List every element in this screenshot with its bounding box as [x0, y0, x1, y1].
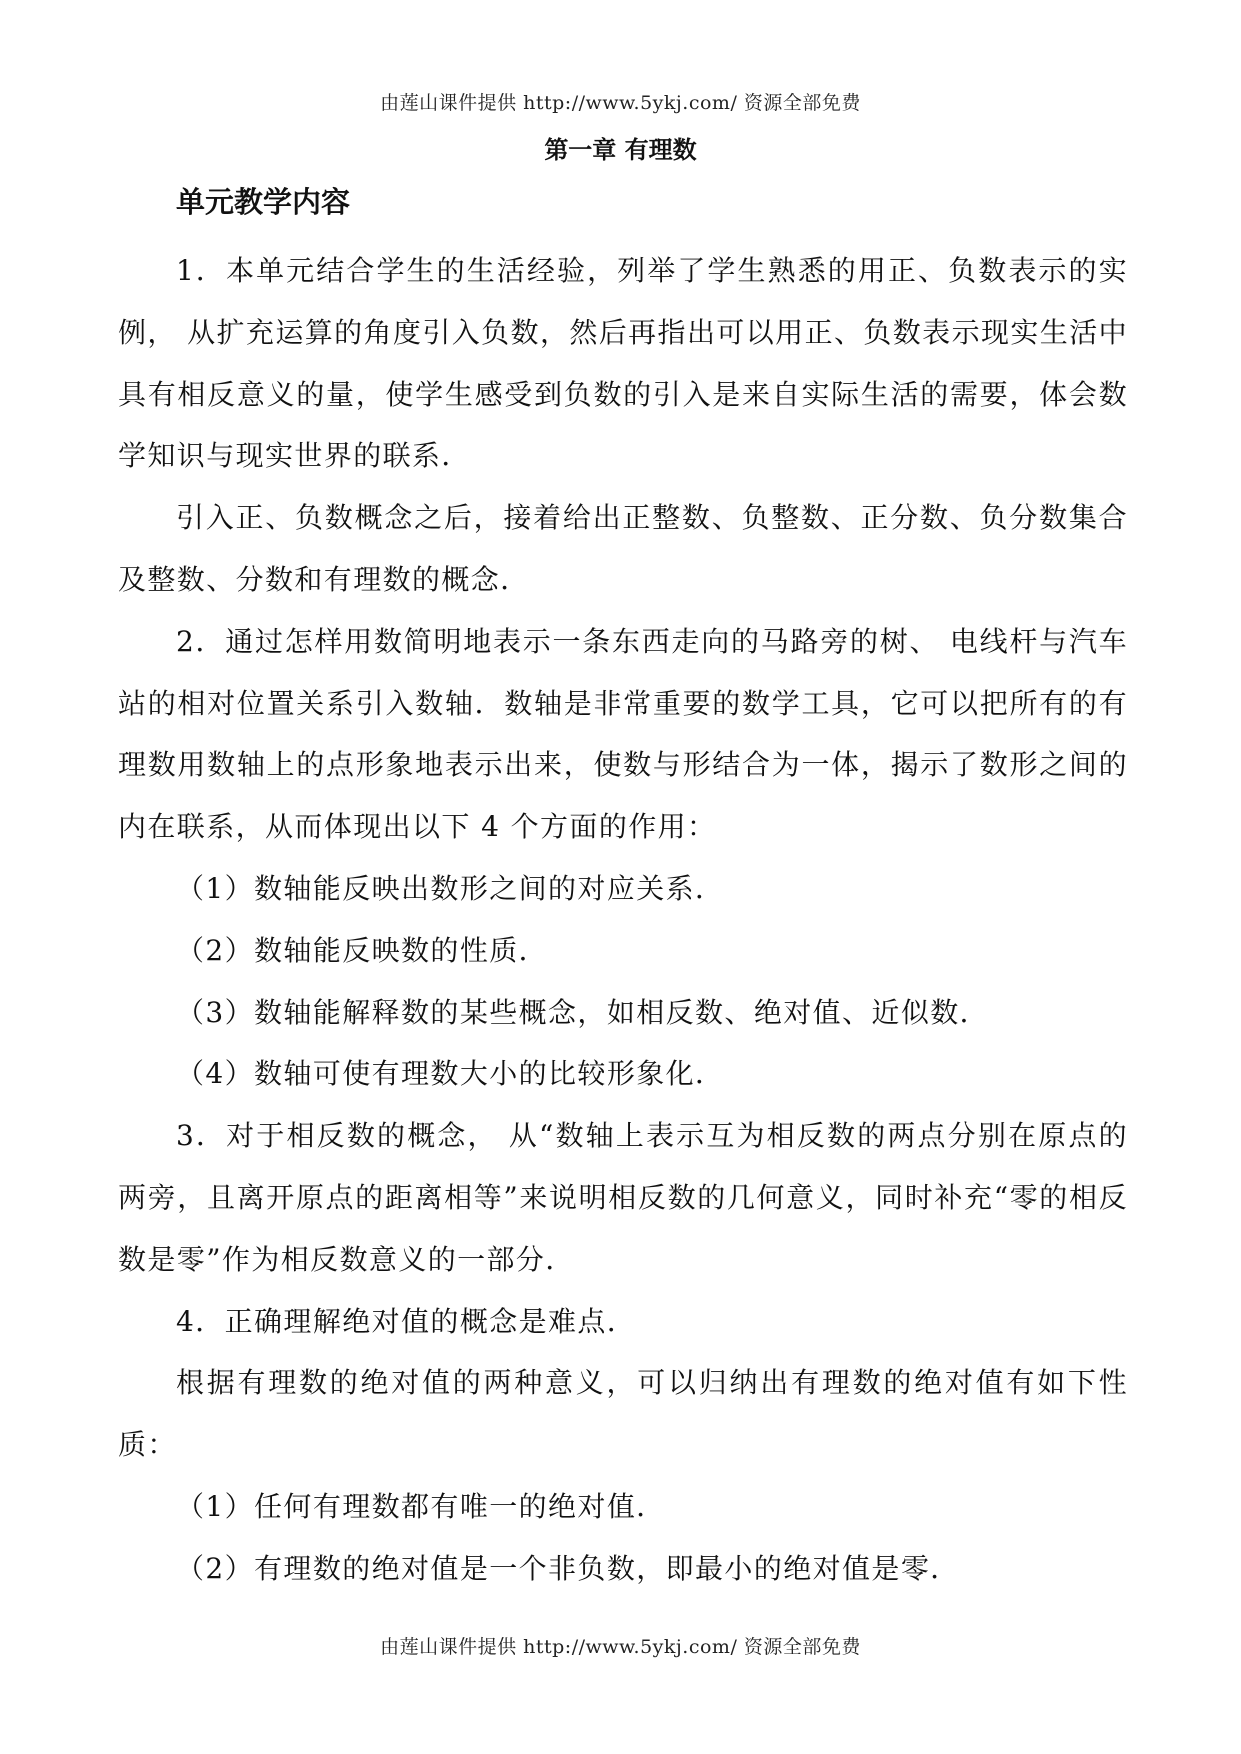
page-footer: 由莲山课件提供 http://www.5ykj.com/ 资源全部免费: [380, 1636, 861, 1658]
list-item: （3）数轴能解释数的某些概念，如相反数、绝对值、近似数．: [176, 995, 990, 1029]
list-item: （1）任何有理数都有唯一的绝对值．: [176, 1489, 666, 1523]
paragraph-6: 根据有理数的绝对值的两种意义，可以归纳出有理数的绝对值有如下性质：: [118, 1366, 1128, 1462]
list-item: （2）有理数的绝对值是一个非负数，即最小的绝对值是零．: [176, 1551, 960, 1585]
section-heading: 单元教学内容: [176, 185, 351, 219]
page-header: 由莲山课件提供 http://www.5ykj.com/ 资源全部免费: [380, 92, 861, 114]
chapter-title: 第一章 有理数: [544, 136, 697, 164]
paragraph-5: 4．正确理解绝对值的概念是难点．: [176, 1304, 637, 1338]
paragraph-1: 1．本单元结合学生的生活经验，列举了学生熟悉的用正、负数表示的实例， 从扩充运算的角度引入负数，然后再指出可以用正、负数表示现实生活中具有相反意义的量，使学生感受到负数的引入是来自实际生活的需要，体会数学知识与现实世界的联系．: [118, 254, 1128, 473]
list-item: （2）数轴能反映数的性质．: [176, 933, 549, 967]
body-text: [118, 240, 1128, 1600]
list-item: （4）数轴可使有理数大小的比较形象化．: [176, 1057, 725, 1091]
paragraph-3: 2．通过怎样用数简明地表示一条东西走向的马路旁的树、 电线杆与汽车站的相对位置关系引入数轴．数轴是非常重要的数学工具，它可以把所有的有理数用数轴上的点形象地表示出来，使数与形结合为一体，揭示了数形之间的内在联系，从而体现出以下 4 个方面的作用：: [118, 624, 1128, 844]
paragraph-4: 3．对于相反数的概念， 从“数轴上表示互为相反数的两点分别在原点的两旁，且离开原点的距离相等”来说明相反数的几何意义，同时补充“零的相反数是零”作为相反数意义的一部分．: [118, 1119, 1128, 1276]
paragraph-2: 引入正、负数概念之后，接着给出正整数、负整数、正分数、负分数集合及整数、分数和有理数的概念．: [118, 501, 1128, 596]
list-item: （1）数轴能反映出数形之间的对应关系．: [176, 871, 725, 905]
